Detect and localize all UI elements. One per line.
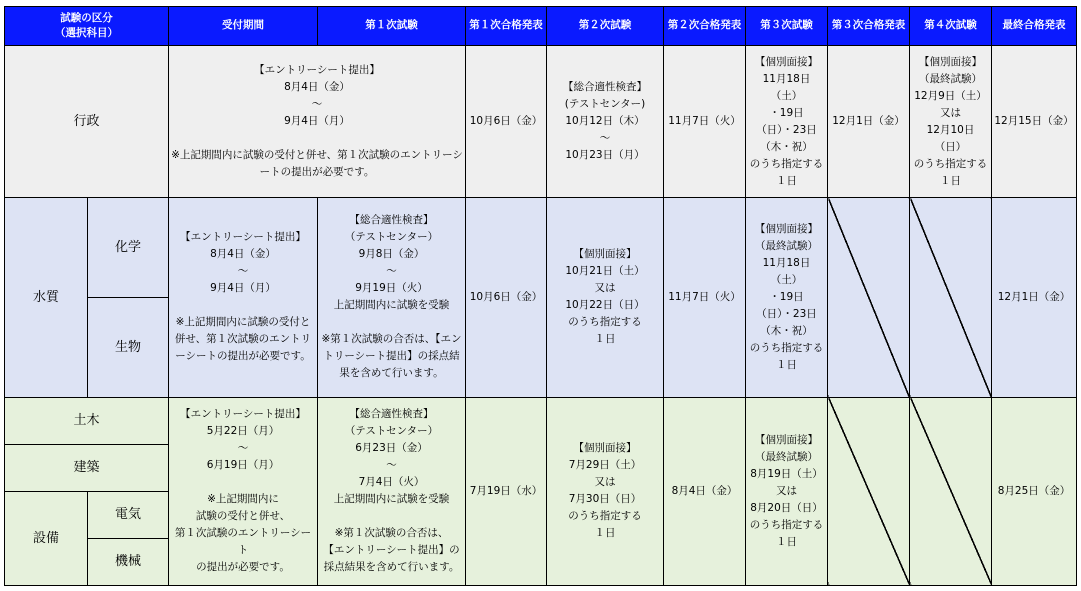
doboku-exam2: 【個別面接】 7月29日（土） 又は 7月30日（日） のうち指定する １日 xyxy=(547,397,664,585)
suishitsu-exam2: 【個別面接】 10月21日（土） 又は 10月22日（日） のうち指定する １日 xyxy=(547,198,664,397)
gyosei-pass1: 10月6日（金） xyxy=(466,46,547,198)
gyosei-exam2: 【総合適性検査】 (テストセンター) 10月12日（木） ～ 10月23日（月） xyxy=(547,46,664,198)
gyosei-exam3: 【個別面接】 11月18日 （土） ・19日 （日）・23日 （木・祝） のうち指定する １日 xyxy=(746,46,828,198)
suishitsu-reception: 【エントリーシート提出】 8月4日（金） ～ 9月4日（月） ※上記期間内に試験の受付と併せ、第１次試験のエントリーシートの提出が必要です。 xyxy=(169,198,318,397)
gyosei-reception: 【エントリーシート提出】 8月4日（金） ～ 9月4日（月） ※上記期間内に試験の受付と併せ、第１次試験のエントリーシートの提出が必要です。 xyxy=(169,46,466,198)
category-gyosei: 行政 xyxy=(5,46,169,198)
doboku-exam4-na xyxy=(910,397,992,585)
doboku-exam1: 【総合適性検査】 （テストセンター） 6月23日（金） ～ 7月4日（火） 上記期間内に試験を受験 ※第１次試験の合否は、 【エントリーシート提出】の 採点結果を含めて行います。 xyxy=(318,397,466,585)
subcategory-kikai: 機械 xyxy=(88,538,169,585)
header-exam3: 第３次試験 xyxy=(746,7,828,46)
doboku-final: 8月25日（金） xyxy=(992,397,1077,585)
subcategory-denki: 電気 xyxy=(88,491,169,538)
header-exam1: 第１次試験 xyxy=(318,7,466,46)
gyosei-final: 12月15日（金） xyxy=(992,46,1077,198)
category-suishitsu: 水質 xyxy=(5,198,88,397)
subcategory-seibutsu: 生物 xyxy=(88,298,169,397)
subcategory-kagaku: 化学 xyxy=(88,198,169,298)
doboku-reception: 【エントリーシート提出】 5月22日（月） ～ 6月19日（月） ※上記期間内に 試験の受付と併せ、 第１次試験のエントリーシート の提出が必要です。 xyxy=(169,397,318,585)
header-reception: 受付期間 xyxy=(169,7,318,46)
gyosei-exam4: 【個別面接】 （最終試験） 12月9日（土） 又は 12月10日 （日） のうち指定する １日 xyxy=(910,46,992,198)
suishitsu-exam1: 【総合適性検査】 （テストセンター） 9月8日（金） ～ 9月19日（火） 上記期間内に試験を受験 ※第１次試験の合否は、【エントリーシート提出】の採点結果を含めて行います。 xyxy=(318,198,466,397)
doboku-pass2: 8月4日（金） xyxy=(664,397,746,585)
category-kenchiku: 建築 xyxy=(5,444,169,491)
suishitsu-exam4-na xyxy=(910,198,992,397)
row-suishitsu-1 xyxy=(5,198,1077,298)
doboku-pass1: 7月19日（水） xyxy=(466,397,547,585)
header-category: 試験の区分 （選択科目） xyxy=(5,7,169,46)
suishitsu-pass1: 10月6日（金） xyxy=(466,198,547,397)
header-pass1: 第１次合格発表 xyxy=(466,7,547,46)
category-setsubi: 設備 xyxy=(5,491,88,585)
doboku-pass3-na xyxy=(828,397,910,585)
header-pass2: 第２次合格発表 xyxy=(664,7,746,46)
row-gyosei xyxy=(5,46,1077,198)
header-exam2: 第２次試験 xyxy=(547,7,664,46)
header-pass3: 第３次合格発表 xyxy=(828,7,910,46)
gyosei-pass3: 12月1日（金） xyxy=(828,46,910,198)
suishitsu-pass2: 11月7日（火） xyxy=(664,198,746,397)
suishitsu-final: 12月1日（金） xyxy=(992,198,1077,397)
header-exam4: 第４次試験 xyxy=(910,7,992,46)
suishitsu-pass3-na xyxy=(828,198,910,397)
suishitsu-exam3: 【個別面接】 （最終試験） 11月18日 （土） ・19日 （日）・23日 （木・祝） のうち指定する １日 xyxy=(746,198,828,397)
header-row xyxy=(5,7,1077,46)
gyosei-pass2: 11月7日（火） xyxy=(664,46,746,198)
exam-schedule-table xyxy=(4,6,1077,586)
row-doboku xyxy=(5,397,1077,444)
header-final: 最終合格発表 xyxy=(992,7,1077,46)
doboku-exam3: 【個別面接】 （最終試験） 8月19日（土） 又は 8月20日（日） のうち指定する １日 xyxy=(746,397,828,585)
category-doboku: 土木 xyxy=(5,397,169,444)
